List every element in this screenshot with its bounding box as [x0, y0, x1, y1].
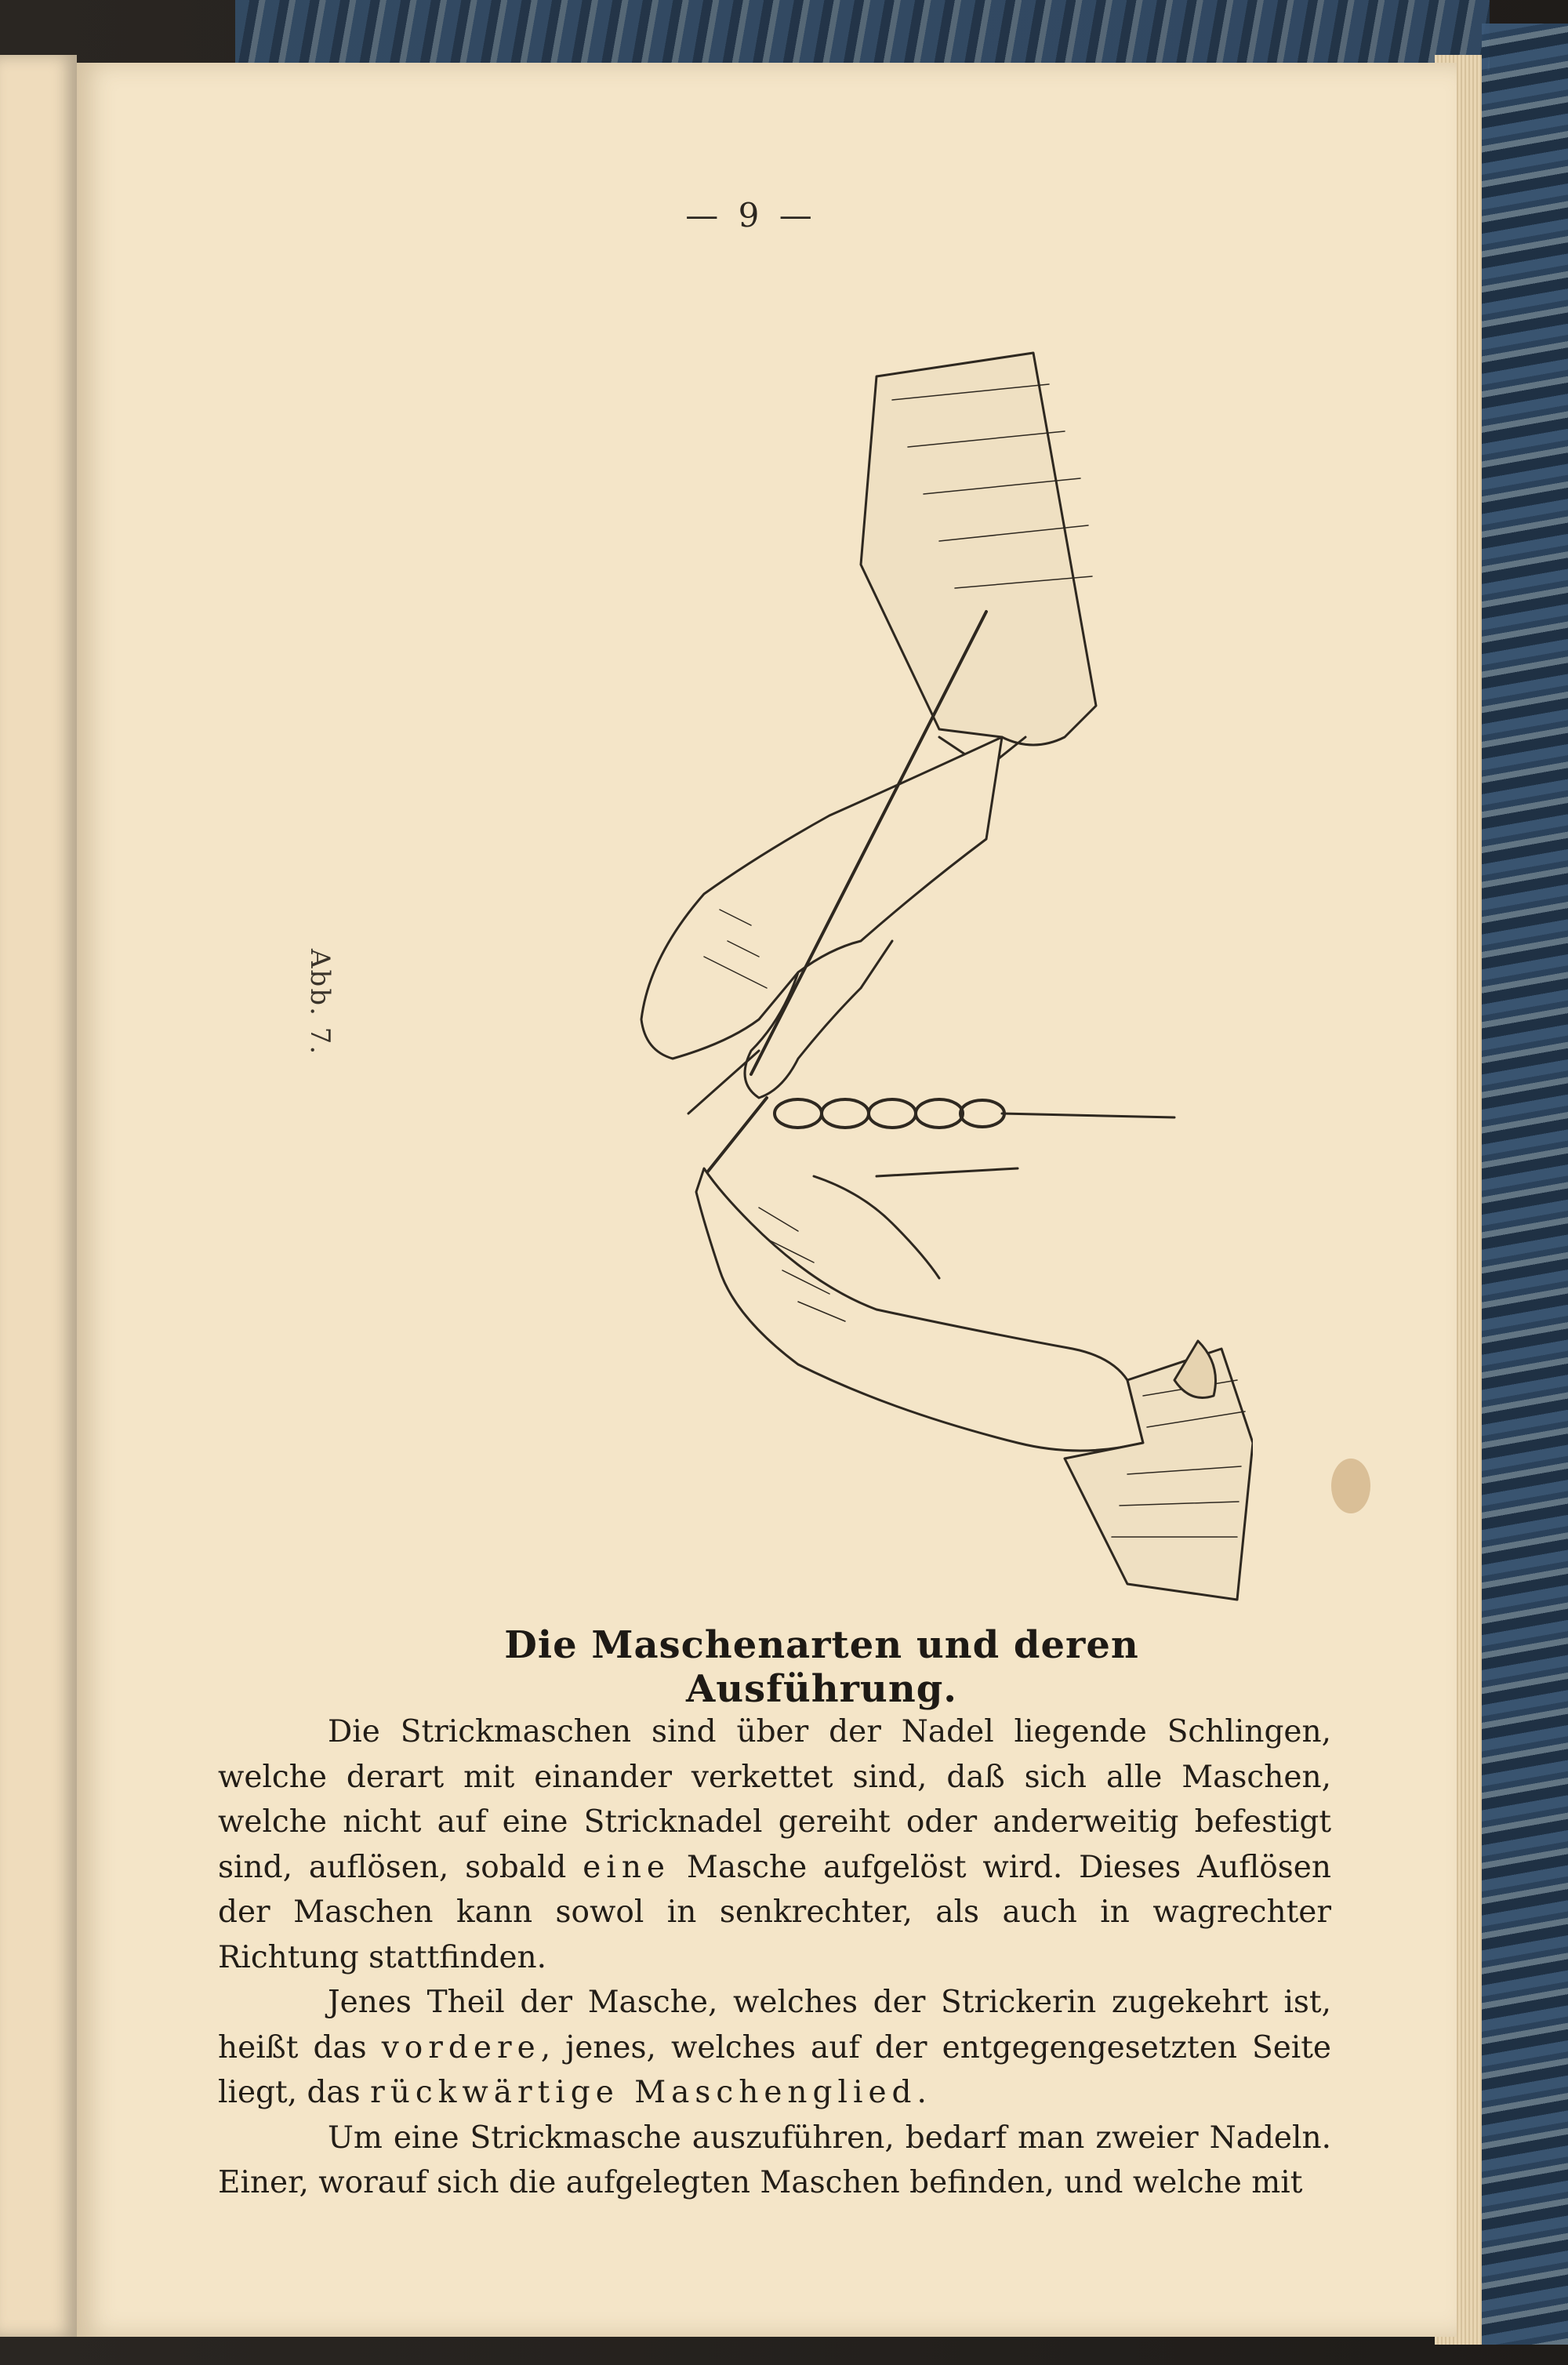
body-text — [218, 1709, 1331, 2206]
emphasis-eine: eine — [583, 1849, 671, 1885]
page-number: — 9 — — [685, 196, 817, 234]
cover-marbled-top — [235, 0, 1490, 71]
book-page — [77, 63, 1457, 2337]
section-heading: Die Maschenarten und deren Ausführung. — [504, 1623, 1139, 1711]
paragraph-1: Die Strickmaschen sind über der Nadel liegende Schlingen, welche derart mit einander verkettet sind, daß sich alle Maschen, welche nicht auf eine Stricknadel gereiht oder anderweitig befestigt sind, auflösen, sobald eine Masche aufgelöst wird. Dieses Auflösen der Maschen kann sowol in senkrechter, als auch in wagrechter Richtung stattfinden. — [218, 1714, 1331, 1975]
cover-marbled-edge — [1482, 24, 1568, 2345]
emphasis-rueckwaertige: rückwärtige Maschenglied — [370, 2075, 917, 2110]
paragraph-2: Jenes Theil der Masche, welches der Strickerin zugekehrt ist, heißt das vordere, jenes, welches auf der entgegengesetzten Seite liegt, das rückwärtige Maschenglied. — [218, 1985, 1332, 2110]
figure-label: Abb. 7. — [304, 949, 336, 1056]
knitting-hands-illustration — [390, 267, 1253, 1615]
emphasis-vordere: vordere — [381, 2029, 541, 2065]
paper-stain — [1331, 1459, 1370, 1513]
facing-page-edge — [0, 55, 77, 2337]
paragraph-3: Um eine Strickmasche auszuführen, bedarf man zweier Nadeln. Einer, worauf sich die aufgelegten Maschen befinden, und welche mit — [218, 2120, 1331, 2200]
